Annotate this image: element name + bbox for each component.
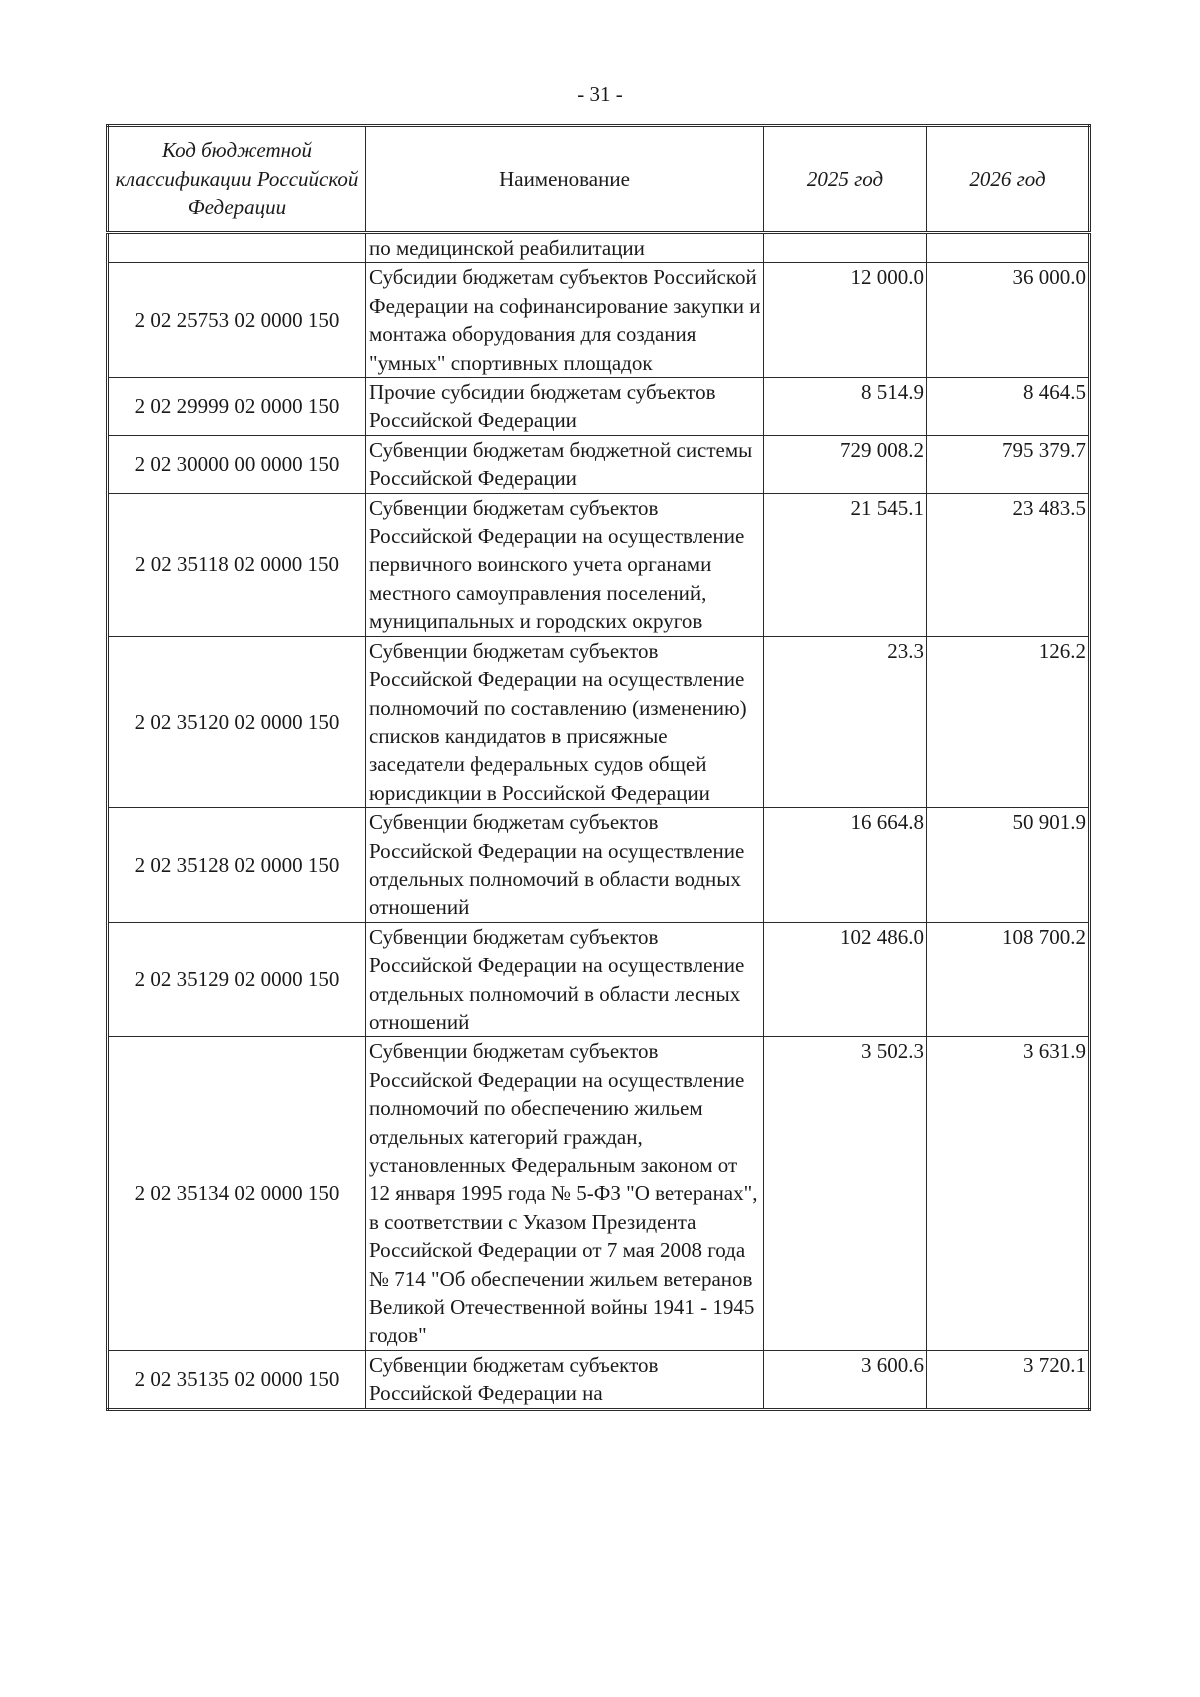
page-number: - 31 - bbox=[577, 82, 623, 106]
row-name: Субвенции бюджетам субъектов Российской Федерации на осуществление отдельных полномочий в области водных отношений bbox=[366, 808, 764, 923]
row-value-2025 bbox=[764, 233, 927, 263]
table-row bbox=[108, 493, 1090, 636]
table-row bbox=[108, 263, 1090, 378]
row-code: 2 02 35129 02 0000 150 bbox=[108, 922, 366, 1037]
row-name: Прочие субсидии бюджетам субъектов Российской Федерации bbox=[366, 378, 764, 436]
row-value-2026: 108 700.2 bbox=[927, 922, 1090, 1037]
row-value-2026: 23 483.5 bbox=[927, 493, 1090, 636]
table-row bbox=[108, 1037, 1090, 1350]
row-value-2026: 3 631.9 bbox=[927, 1037, 1090, 1350]
row-code: 2 02 35120 02 0000 150 bbox=[108, 636, 366, 807]
table-row bbox=[108, 808, 1090, 923]
row-value-2025: 12 000.0 bbox=[764, 263, 927, 378]
row-code bbox=[108, 233, 366, 263]
table-row bbox=[108, 233, 1090, 263]
row-name: Субсидии бюджетам субъектов Российской Федерации на софинансирование закупки и монтажа оборудования для создания "умных" спортивных площадок bbox=[366, 263, 764, 378]
table-row bbox=[108, 1350, 1090, 1409]
row-name: Субвенции бюджетам субъектов Российской Федерации на осуществление полномочий по составлению (изменению) списков кандидатов в присяжные заседатели федеральных судов общей юрисдикции в Российской Федерации bbox=[366, 636, 764, 807]
row-value-2025: 23.3 bbox=[764, 636, 927, 807]
row-value-2025: 3 600.6 bbox=[764, 1350, 927, 1409]
header-code: Код бюджетной классификации Российской Федерации bbox=[108, 126, 366, 233]
header-name: Наименование bbox=[366, 126, 764, 233]
table-row bbox=[108, 636, 1090, 807]
row-value-2025: 21 545.1 bbox=[764, 493, 927, 636]
row-value-2025: 3 502.3 bbox=[764, 1037, 927, 1350]
row-value-2026: 126.2 bbox=[927, 636, 1090, 807]
budget-table bbox=[106, 124, 1091, 1411]
row-code: 2 02 35118 02 0000 150 bbox=[108, 493, 366, 636]
row-name: Субвенции бюджетам бюджетной системы Российской Федерации bbox=[366, 435, 764, 493]
header-year-2026: 2026 год bbox=[927, 126, 1090, 233]
row-value-2026: 50 901.9 bbox=[927, 808, 1090, 923]
table-header-row bbox=[108, 126, 1090, 233]
table-row bbox=[108, 378, 1090, 436]
row-name: Субвенции бюджетам субъектов Российской Федерации на осуществление отдельных полномочий в области лесных отношений bbox=[366, 922, 764, 1037]
table-row bbox=[108, 435, 1090, 493]
row-name: Субвенции бюджетам субъектов Российской Федерации на осуществление полномочий по обеспечению жильем отдельных категорий граждан, установленных Федеральным законом от 12 января 1995 года № 5-ФЗ "О ветеранах", в соответствии с Указом Президента Российской Федерации от 7 мая 2008 года № 714 "Об обеспечении жильем ветеранов Великой Отечественной войны 1941 - 1945 годов" bbox=[366, 1037, 764, 1350]
row-code: 2 02 25753 02 0000 150 bbox=[108, 263, 366, 378]
row-value-2025: 729 008.2 bbox=[764, 435, 927, 493]
row-name: Субвенции бюджетам субъектов Российской Федерации на bbox=[366, 1350, 764, 1409]
row-value-2026 bbox=[927, 233, 1090, 263]
row-code: 2 02 29999 02 0000 150 bbox=[108, 378, 366, 436]
row-code: 2 02 35128 02 0000 150 bbox=[108, 808, 366, 923]
row-value-2026: 3 720.1 bbox=[927, 1350, 1090, 1409]
row-value-2026: 8 464.5 bbox=[927, 378, 1090, 436]
table-row bbox=[108, 922, 1090, 1037]
row-name: по медицинской реабилитации bbox=[366, 233, 764, 263]
row-value-2025: 8 514.9 bbox=[764, 378, 927, 436]
row-code: 2 02 35134 02 0000 150 bbox=[108, 1037, 366, 1350]
row-code: 2 02 30000 00 0000 150 bbox=[108, 435, 366, 493]
row-value-2025: 102 486.0 bbox=[764, 922, 927, 1037]
row-name: Субвенции бюджетам субъектов Российской Федерации на осуществление первичного воинского учета органами местного самоуправления поселений, муниципальных и городских округов bbox=[366, 493, 764, 636]
row-code: 2 02 35135 02 0000 150 bbox=[108, 1350, 366, 1409]
header-year-2025: 2025 год bbox=[764, 126, 927, 233]
row-value-2026: 36 000.0 bbox=[927, 263, 1090, 378]
row-value-2026: 795 379.7 bbox=[927, 435, 1090, 493]
row-value-2025: 16 664.8 bbox=[764, 808, 927, 923]
